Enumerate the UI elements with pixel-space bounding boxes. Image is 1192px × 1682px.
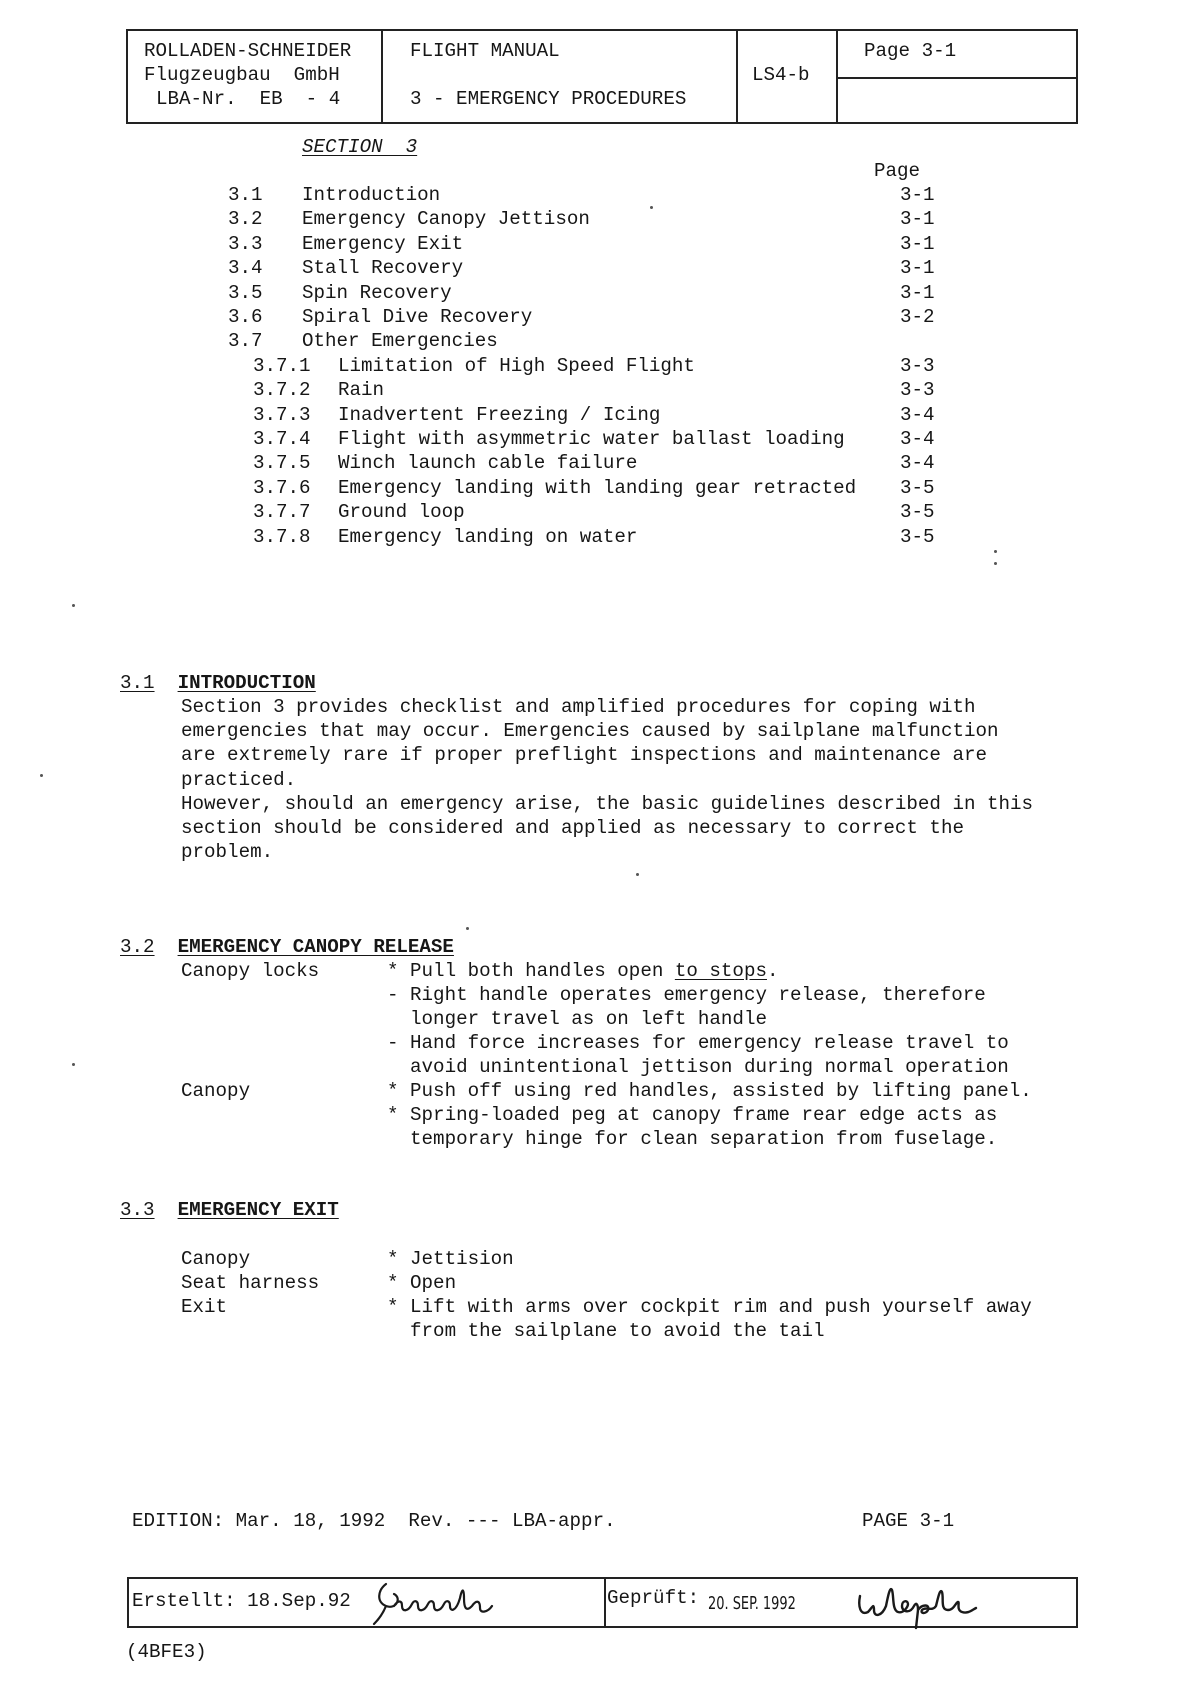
canopy-locks-step-2-cont: longer travel as on left handle <box>387 1008 767 1030</box>
toc-entry-title: Inadvertent Freezing / Icing <box>338 404 661 426</box>
toc-entry-page: 3-4 <box>900 452 935 474</box>
scan-speck <box>650 206 653 209</box>
toc-entry-title: Flight with asymmetric water ballast loading <box>338 428 845 450</box>
toc-title: SECTION 3 <box>302 136 418 158</box>
toc-entry-number: 3.7.2 <box>253 379 311 401</box>
scan-speck <box>636 873 639 876</box>
scan-speck <box>466 927 469 930</box>
exit-step-text: * Open <box>387 1272 457 1294</box>
toc-entry-page: 3-3 <box>900 355 935 377</box>
toc-entry-title: Spiral Dive Recovery <box>302 306 533 328</box>
canopy-step-1: * Push off using red handles, assisted by lifting panel. <box>387 1080 1032 1102</box>
company-name: ROLLADEN-SCHNEIDER <box>144 40 352 62</box>
exit-step-text: * Jettision <box>387 1248 514 1270</box>
scan-speck <box>40 774 43 777</box>
toc-page-heading: Page <box>874 160 921 182</box>
toc-entry-page: 3-4 <box>900 404 935 426</box>
manual-title: FLIGHT MANUAL <box>410 40 560 62</box>
toc-entry-page: 3-5 <box>900 501 935 523</box>
paragraph-line: practiced. <box>181 768 297 791</box>
section-3-1-heading <box>120 671 316 695</box>
toc-entry-number: 3.2 <box>228 208 263 230</box>
canopy-label: Canopy <box>181 1080 251 1102</box>
scan-speck <box>994 550 997 553</box>
section-title: EMERGENCY EXIT <box>177 1199 339 1221</box>
exit-step-label: Seat harness <box>181 1272 320 1294</box>
section-title: EMERGENCY CANOPY RELEASE <box>177 936 454 958</box>
toc-entry-number: 3.7.4 <box>253 428 311 450</box>
geprueft-label: Geprüft: <box>607 1587 700 1609</box>
toc-entry-page: 3-1 <box>900 233 935 255</box>
toc-entry-page: 3-2 <box>900 306 935 328</box>
section-3-3-heading <box>120 1198 339 1222</box>
manual-section: 3 - EMERGENCY PROCEDURES <box>410 88 687 110</box>
toc-entry-title: Winch launch cable failure <box>338 452 638 474</box>
toc-entry-number: 3.4 <box>228 257 263 279</box>
canopy-step-2: * Spring-loaded peg at canopy frame rear edge acts as <box>387 1104 998 1126</box>
toc-entry-number: 3.7.5 <box>253 452 311 474</box>
section-number: 3.1 <box>120 672 155 694</box>
toc-entry-number: 3.7.3 <box>253 404 311 426</box>
paragraph-line: Section 3 provides checklist and amplified procedures for coping with <box>181 696 976 718</box>
toc-entry-title: Stall Recovery <box>302 257 464 279</box>
toc-entry-number: 3.7.8 <box>253 526 311 548</box>
edition-line: EDITION: Mar. 18, 1992 Rev. --- LBA-appr. <box>132 1510 616 1532</box>
approval-stamp-date: 20. SEP. 1992 <box>708 1593 796 1614</box>
toc-entry-number: 3.1 <box>228 184 263 206</box>
footer-page-number: PAGE 3-1 <box>862 1510 955 1532</box>
document-code: (4BFE3) <box>126 1641 207 1663</box>
company-subtitle: Flugzeugbau GmbH <box>144 64 340 86</box>
signature-geprueft <box>852 1576 982 1636</box>
toc-entry-title: Emergency Canopy Jettison <box>302 208 590 230</box>
toc-entry-page: 3-1 <box>900 208 935 230</box>
toc-entry-page: 3-5 <box>900 526 935 548</box>
signature-erstellt <box>372 1576 502 1628</box>
toc-entry-title: Ground loop <box>338 501 465 523</box>
scan-speck <box>72 604 75 607</box>
canopy-locks-label: Canopy locks <box>181 960 320 982</box>
toc-entry-page: 3-1 <box>900 184 935 206</box>
toc-entry-title: Limitation of High Speed Flight <box>338 355 695 377</box>
canopy-locks-step-3: - Hand force increases for emergency release travel to <box>387 1032 1009 1054</box>
section-number: 3.2 <box>120 936 155 958</box>
scan-speck <box>72 1063 75 1066</box>
exit-step-label: Canopy <box>181 1248 251 1270</box>
canopy-locks-step-3-cont: avoid unintentional jettison during normal operation <box>387 1056 1009 1078</box>
toc-entry-title: Rain <box>338 379 385 401</box>
model-code: LS4-b <box>752 64 810 86</box>
paragraph-line: However, should an emergency arise, the basic guidelines described in this <box>181 792 1034 815</box>
toc-entry-title: Introduction <box>302 184 441 206</box>
toc-entry-title: Emergency Exit <box>302 233 464 255</box>
toc-entry-number: 3.6 <box>228 306 263 328</box>
section-number: 3.3 <box>120 1199 155 1221</box>
paragraph-line: problem. <box>181 841 274 864</box>
section-title: INTRODUCTION <box>177 672 316 694</box>
toc-entry-number: 3.7.6 <box>253 477 311 499</box>
toc-entry-page: 3-4 <box>900 428 935 450</box>
exit-step-label: Exit <box>181 1296 228 1318</box>
canopy-locks-step-1: * Pull both handles open to stops. <box>387 960 779 982</box>
paragraph-line: section should be considered and applied as necessary to correct the <box>181 817 964 839</box>
toc-entry-page: 3-5 <box>900 477 935 499</box>
toc-entry-page: 3-1 <box>900 282 935 304</box>
toc-entry-page: 3-3 <box>900 379 935 401</box>
exit-step-text: * Lift with arms over cockpit rim and push yourself away <box>387 1296 1032 1318</box>
toc-entry-title: Emergency landing with landing gear retracted <box>338 477 857 499</box>
toc-entry-title: Spin Recovery <box>302 282 452 304</box>
toc-entry-number: 3.7.7 <box>253 501 311 523</box>
erstellt-label: Erstellt: 18.Sep.92 <box>132 1590 351 1612</box>
toc-entry-number: 3.5 <box>228 282 263 304</box>
toc-entry-number: 3.3 <box>228 233 263 255</box>
canopy-step-2-cont: temporary hinge for clean separation from fuselage. <box>387 1128 998 1150</box>
lba-number: LBA-Nr. EB - 4 <box>156 88 341 110</box>
exit-step-text: from the sailplane to avoid the tail <box>387 1320 825 1342</box>
scan-speck <box>994 562 997 565</box>
toc-entry-title: Other Emergencies <box>302 330 498 352</box>
header-page-number: Page 3-1 <box>864 40 957 62</box>
paragraph-line: are extremely rare if proper preflight inspections and maintenance are <box>181 744 988 767</box>
toc-entry-page: 3-1 <box>900 257 935 279</box>
toc-entry-title: Emergency landing on water <box>338 526 638 548</box>
section-3-2-heading <box>120 935 454 959</box>
toc-entry-number: 3.7.1 <box>253 355 311 377</box>
toc-entry-number: 3.7 <box>228 330 263 352</box>
canopy-locks-step-2: - Right handle operates emergency release, therefore <box>387 984 986 1006</box>
paragraph-line: emergencies that may occur. Emergencies caused by sailplane malfunction <box>181 720 999 743</box>
